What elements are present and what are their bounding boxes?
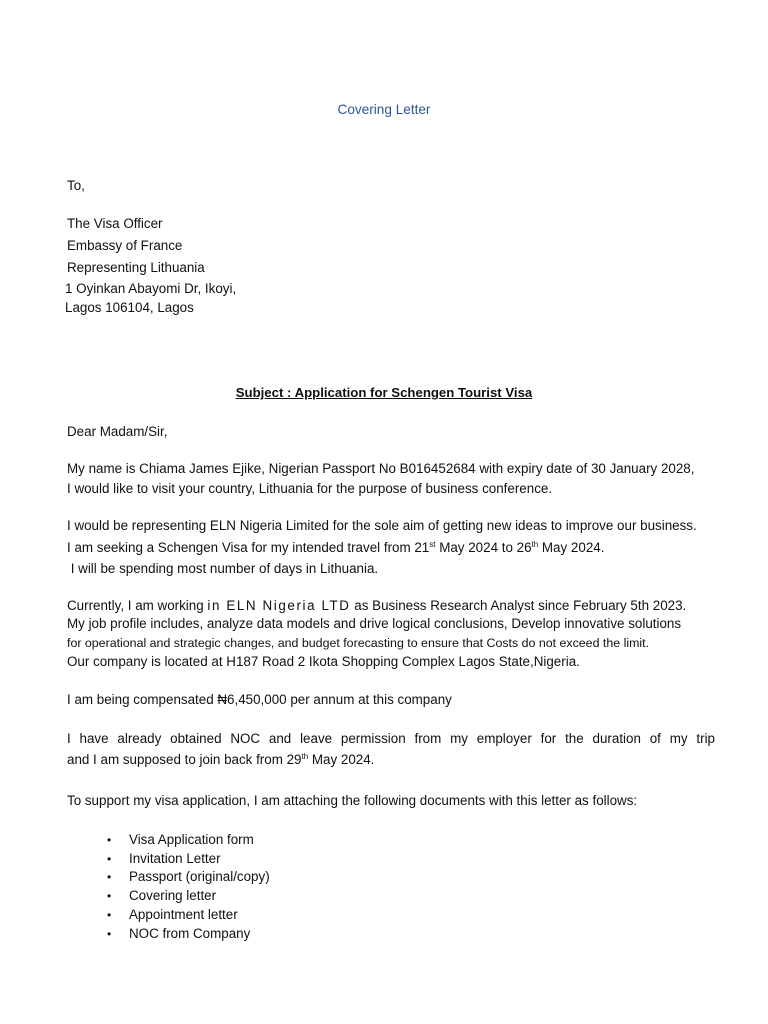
para1-line: I would like to visit your country, Lithuania for the purpose of business conference. [67, 481, 553, 496]
return-text: and I am supposed to join back from 29 [67, 752, 302, 767]
list-item: Passport (original/copy) [129, 869, 270, 884]
ordinal-suffix: th [301, 752, 309, 761]
bullet-icon: • [107, 870, 112, 884]
employment-text: as Business Research Analyst since February 5th 2023. [350, 598, 687, 613]
bullet-icon: • [107, 852, 112, 866]
para3-line: for operational and strategic changes, and budget forecasting to ensure that Costs do not exceed the limit. [67, 636, 650, 650]
ordinal-suffix: th [531, 540, 539, 549]
document-title: Covering Letter [337, 102, 431, 117]
compensation-line: I am being compensated ₦6,450,000 per annum at this company [67, 692, 452, 707]
para5-line: I have already obtained NOC and leave permission from my employer for the duration of my trip [67, 731, 715, 746]
travel-text: May 2024 to 26 [435, 540, 532, 555]
employment-text: Currently, I am working [67, 598, 208, 613]
greeting: Dear Madam/Sir, [67, 424, 168, 439]
subject-line [0, 386, 768, 399]
subject-text: Subject : Application for Schengen Tourist Visa [235, 385, 533, 400]
para2-travel-dates [67, 541, 604, 554]
para1-line: My name is Chiama James Ejike, Nigerian Passport No B016452684 with expiry date of 30 January 2028, [67, 461, 695, 476]
bullet-icon: • [107, 833, 112, 847]
para3-employment [67, 599, 686, 612]
bullet-icon: • [107, 908, 112, 922]
recipient-address-line: Lagos 106104, Lagos [65, 300, 194, 315]
list-item: Appointment letter [129, 907, 238, 922]
para3-line: My job profile includes, analyze data models and drive logical conclusions, Develop innovative solutions [67, 616, 682, 631]
travel-text: May 2024. [538, 540, 605, 555]
company-name: in ELN Nigeria LTD [207, 598, 351, 613]
recipient-address-line: 1 Oyinkan Abayomi Dr, Ikoyi, [65, 281, 237, 296]
ordinal-suffix: st [429, 540, 436, 549]
para3-line: Our company is located at H187 Road 2 Ikota Shopping Complex Lagos State,Nigeria. [67, 654, 580, 669]
recipient-line: Embassy of France [67, 238, 183, 253]
list-item: NOC from Company [129, 926, 251, 941]
recipient-line: Representing Lithuania [67, 260, 205, 275]
travel-text: I am seeking a Schengen Visa for my intended travel from 21 [67, 540, 430, 555]
bullet-icon: • [107, 889, 112, 903]
para2-line: I would be representing ELN Nigeria Limited for the sole aim of getting new ideas to improve our business. [67, 518, 697, 533]
para6-line: To support my visa application, I am attaching the following documents with this letter as follows: [67, 793, 638, 808]
bullet-icon: • [107, 927, 112, 941]
para2-line: I will be spending most number of days in Lithuania. [67, 561, 379, 576]
recipient-to: To, [67, 178, 85, 193]
para5-return-date [67, 753, 374, 766]
list-item: Invitation Letter [129, 851, 221, 866]
recipient-line: The Visa Officer [67, 216, 163, 231]
list-item: Visa Application form [129, 832, 254, 847]
list-item: Covering letter [129, 888, 217, 903]
return-text: May 2024. [308, 752, 375, 767]
